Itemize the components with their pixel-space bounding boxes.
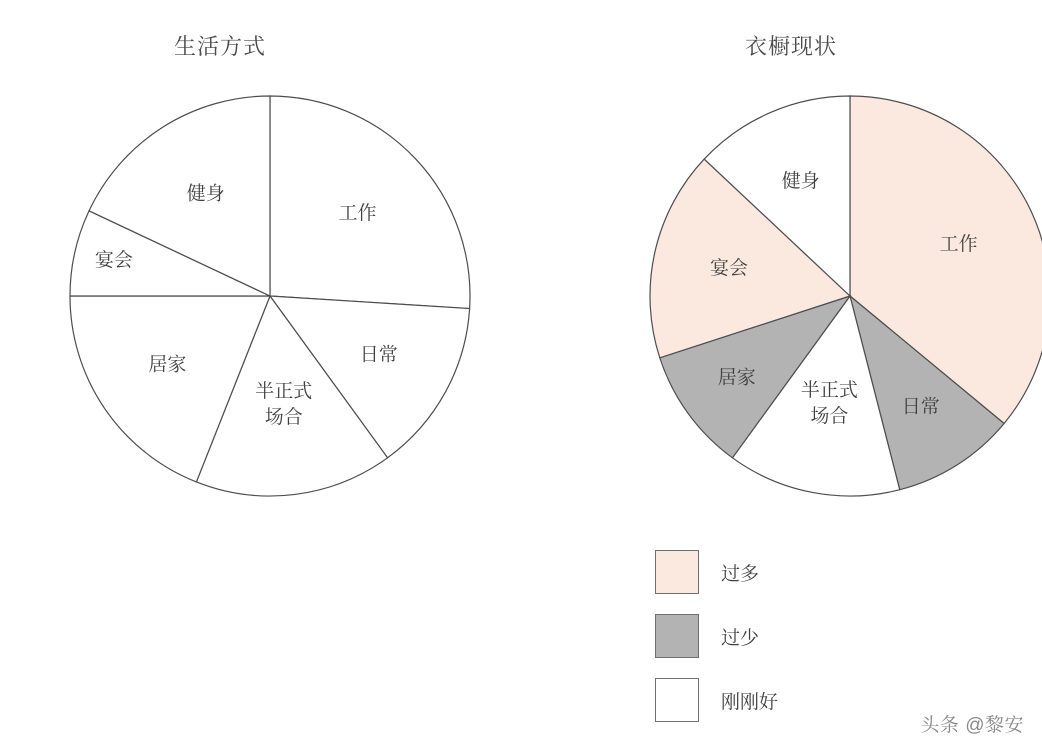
legend-item: [655, 668, 955, 732]
legend-item: [655, 540, 955, 604]
pie-slice-label: 健身: [781, 171, 820, 193]
pie-slice-label: 日常: [901, 396, 940, 418]
pie-slice-label: 半正式场合: [800, 380, 858, 428]
pie-slice-label: 工作: [338, 202, 377, 224]
chart-title-wardrobe: 衣橱现状: [744, 34, 837, 59]
chart-title-lifestyle: 生活方式: [173, 34, 266, 59]
pie-svg-lifestyle: [60, 86, 480, 506]
legend-swatch-just-right: [655, 678, 699, 722]
pie-chart-lifestyle: [60, 86, 480, 506]
pie-slice-label: 宴会: [94, 250, 133, 272]
pie-slice-label: 日常: [359, 344, 398, 366]
pie-slice-label: 半正式场合: [255, 381, 313, 429]
legend-item: [655, 604, 955, 668]
legend-swatch-too-few: [655, 614, 699, 658]
legend-label-too-few: 过少: [721, 627, 760, 649]
chart-legend: [655, 540, 955, 732]
pie-slice-label: 居家: [717, 367, 756, 389]
pie-svg-wardrobe: [640, 86, 1042, 506]
legend-swatch-too-much: [655, 550, 699, 594]
pie-slice-label: 工作: [939, 233, 978, 255]
pie-chart-wardrobe: [640, 86, 1042, 506]
pie-slice-label: 宴会: [709, 258, 749, 280]
watermark: 头条 @黎安: [920, 715, 1024, 736]
pie-slice-label: 居家: [148, 354, 187, 376]
legend-label-just-right: 刚刚好: [721, 691, 779, 713]
pie-slice-label: 健身: [186, 183, 225, 205]
legend-label-too-much: 过多: [721, 563, 760, 585]
chart-panel-wardrobe: [520, 0, 1042, 560]
chart-panel-lifestyle: [0, 0, 520, 560]
